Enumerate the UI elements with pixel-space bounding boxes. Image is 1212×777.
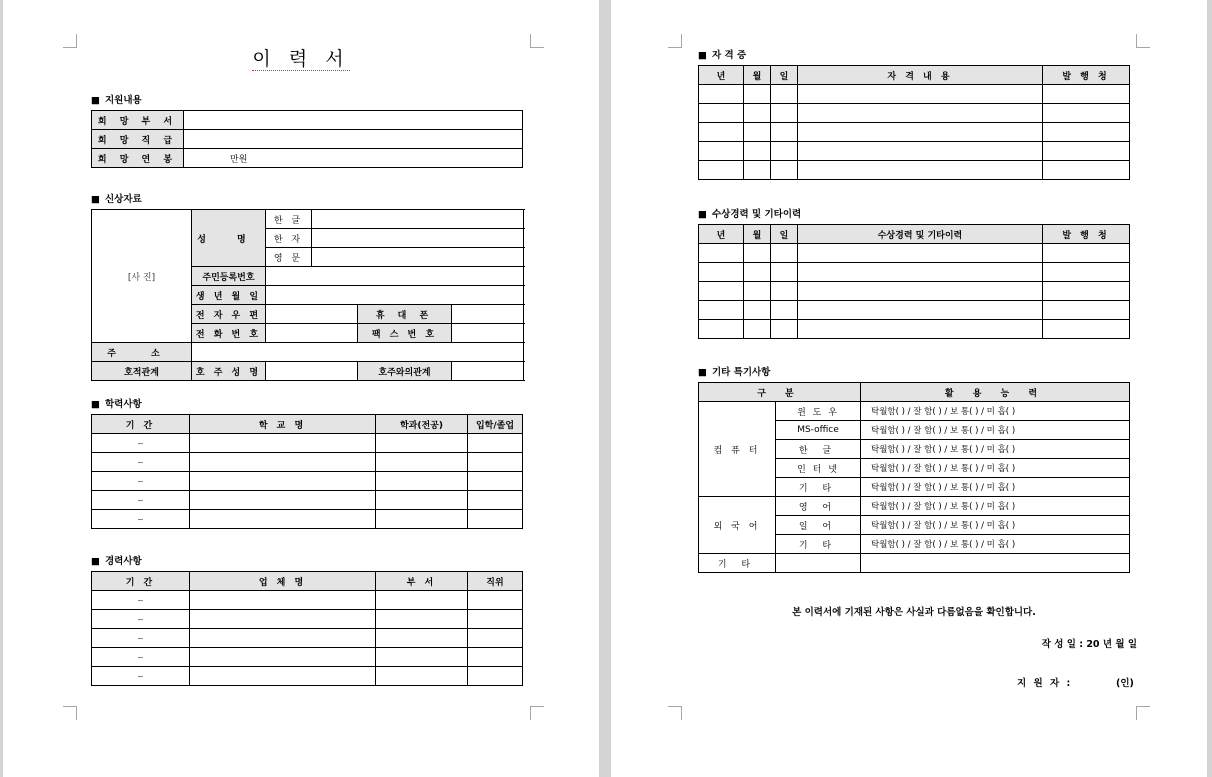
dept-field[interactable]	[184, 111, 523, 130]
edu-cell[interactable]	[190, 434, 376, 453]
head-name-label: 호 주 성 명	[192, 362, 266, 381]
table-row	[699, 402, 1130, 421]
edu-cell[interactable]	[468, 434, 523, 453]
career-period-cell[interactable]: ~	[92, 610, 190, 629]
license-cell[interactable]	[771, 104, 798, 123]
career-cell[interactable]	[468, 667, 523, 686]
career-period-cell[interactable]: ~	[92, 629, 190, 648]
awards-cell[interactable]	[771, 244, 798, 263]
awards-cell[interactable]	[699, 320, 744, 339]
career-header-position: 직위	[468, 572, 523, 591]
career-cell[interactable]	[468, 629, 523, 648]
career-cell[interactable]	[376, 629, 468, 648]
edu-cell[interactable]	[190, 453, 376, 472]
corner-mark	[668, 706, 682, 720]
table-row	[92, 491, 523, 510]
computer-label: 컴 퓨 터	[699, 402, 776, 497]
table-row	[92, 472, 523, 491]
awards-header-year: 년	[699, 225, 744, 244]
language-item: 일 어	[776, 516, 861, 535]
name-label: 성 명	[192, 210, 266, 267]
table-row	[699, 66, 1130, 85]
head-relation-label: 호주와의관계	[358, 362, 452, 381]
family-relation-label: 호적관계	[92, 362, 192, 381]
salary-label: 희 망 연 봉	[92, 149, 184, 168]
license-header-day: 일	[771, 66, 798, 85]
other-item-cell[interactable]	[776, 554, 861, 573]
awards-cell[interactable]	[771, 301, 798, 320]
confirmation-text: 본 이력서에 기재된 사항은 사실과 다름없음을 확인합니다.	[792, 607, 1036, 618]
career-cell[interactable]	[376, 610, 468, 629]
table-row	[699, 282, 1130, 301]
career-cell[interactable]	[376, 648, 468, 667]
edu-cell[interactable]	[376, 510, 468, 529]
license-cell[interactable]	[699, 104, 744, 123]
career-cell[interactable]	[376, 667, 468, 686]
career-cell[interactable]	[468, 610, 523, 629]
language-item: 기 타	[776, 535, 861, 554]
career-cell[interactable]	[190, 648, 376, 667]
computer-item: 윈 도 우	[776, 402, 861, 421]
table-row	[92, 667, 523, 686]
table-row	[699, 225, 1130, 244]
career-header-period: 기 간	[92, 572, 190, 591]
awards-cell[interactable]	[1043, 320, 1130, 339]
ability-scale[interactable]: 탁월함( ) / 잘 함( ) / 보 통( ) / 미 흡( )	[861, 421, 1130, 440]
name-korean-field[interactable]	[312, 210, 524, 229]
career-cell[interactable]	[376, 591, 468, 610]
skills-table	[698, 382, 1130, 573]
awards-cell[interactable]	[1043, 301, 1130, 320]
awards-cell[interactable]	[1043, 263, 1130, 282]
table-row	[699, 161, 1130, 180]
name-korean-label: 한 글	[266, 210, 312, 229]
phone-label: 전 화 번 호	[192, 324, 266, 343]
table-row	[92, 415, 523, 434]
table-row	[699, 142, 1130, 161]
career-period-cell[interactable]: ~	[92, 591, 190, 610]
license-cell[interactable]	[744, 104, 771, 123]
ability-scale[interactable]: 탁월함( ) / 잘 함( ) / 보 통( ) / 미 흡( )	[861, 497, 1130, 516]
table-row	[699, 85, 1130, 104]
name-hanja-field[interactable]	[312, 229, 524, 248]
license-cell[interactable]	[771, 142, 798, 161]
edu-cell[interactable]	[376, 472, 468, 491]
edu-cell[interactable]	[190, 472, 376, 491]
phone-field[interactable]	[266, 324, 358, 343]
table-row	[92, 362, 524, 381]
computer-item: 인 터 넷	[776, 459, 861, 478]
name-english-field[interactable]	[312, 248, 524, 267]
personal-table	[91, 209, 524, 381]
awards-cell[interactable]	[771, 320, 798, 339]
license-cell[interactable]	[699, 161, 744, 180]
corner-mark	[1136, 706, 1150, 720]
corner-mark	[668, 34, 682, 48]
license-header-month: 월	[744, 66, 771, 85]
awards-cell[interactable]	[744, 263, 771, 282]
salary-field[interactable]	[184, 149, 523, 168]
table-row	[92, 610, 523, 629]
applicant-label: 지 원 자 :	[1017, 678, 1073, 689]
address-field[interactable]	[192, 343, 524, 362]
fax-field[interactable]	[452, 324, 524, 343]
table-row	[92, 434, 523, 453]
license-cell[interactable]	[1043, 85, 1130, 104]
edu-header-status: 입학/졸업	[468, 415, 523, 434]
corner-mark	[63, 706, 77, 720]
awards-header-issuer: 발 행 청	[1043, 225, 1130, 244]
resident-no-field[interactable]	[266, 267, 524, 286]
awards-cell[interactable]	[771, 263, 798, 282]
table-row	[699, 320, 1130, 339]
table-row	[699, 263, 1130, 282]
edu-cell[interactable]	[468, 472, 523, 491]
salary-unit: 만원	[230, 154, 248, 165]
skills-header-ability: 활 용 능 력	[861, 383, 1130, 402]
awards-cell[interactable]	[798, 282, 1043, 301]
career-cell[interactable]	[190, 667, 376, 686]
position-label: 희 망 직 급	[92, 130, 184, 149]
license-header-content: 자 격 내 용	[798, 66, 1043, 85]
head-relation-field[interactable]	[452, 362, 524, 381]
table-row	[92, 111, 523, 130]
table-row	[92, 130, 523, 149]
license-header-issuer: 발 행 청	[1043, 66, 1130, 85]
table-row	[92, 648, 523, 667]
license-cell[interactable]	[798, 85, 1043, 104]
table-row	[92, 591, 523, 610]
awards-header-day: 일	[771, 225, 798, 244]
awards-cell[interactable]	[798, 320, 1043, 339]
awards-header-content: 수상경력 및 기타이력	[798, 225, 1043, 244]
name-english-label: 영 문	[266, 248, 312, 267]
ability-scale[interactable]: 탁월함( ) / 잘 함( ) / 보 통( ) / 미 흡( )	[861, 478, 1130, 497]
awards-cell[interactable]	[744, 282, 771, 301]
license-cell[interactable]	[771, 161, 798, 180]
section-license-heading: ■ 자 격 증	[698, 47, 746, 61]
license-cell[interactable]	[798, 123, 1043, 142]
corner-mark	[530, 706, 544, 720]
edu-cell[interactable]	[190, 510, 376, 529]
ability-scale[interactable]: 탁월함( ) / 잘 함( ) / 보 통( ) / 미 흡( )	[861, 459, 1130, 478]
awards-table	[698, 224, 1130, 339]
career-period-cell[interactable]: ~	[92, 667, 190, 686]
other-label: 기 타	[699, 554, 776, 573]
license-table	[698, 65, 1130, 180]
table-row	[699, 301, 1130, 320]
edu-header-school: 학 교 명	[190, 415, 376, 434]
edu-cell[interactable]	[468, 510, 523, 529]
computer-item: 한 글	[776, 440, 861, 459]
license-header-year: 년	[699, 66, 744, 85]
table-row	[699, 104, 1130, 123]
table-row	[699, 123, 1130, 142]
ability-scale[interactable]: 탁월함( ) / 잘 함( ) / 보 통( ) / 미 흡( )	[861, 402, 1130, 421]
license-cell[interactable]	[798, 161, 1043, 180]
other-ability-cell[interactable]	[861, 554, 1130, 573]
career-cell[interactable]	[468, 591, 523, 610]
language-label: 외 국 어	[699, 497, 776, 554]
table-row	[92, 629, 523, 648]
awards-cell[interactable]	[699, 301, 744, 320]
awards-cell[interactable]	[1043, 282, 1130, 301]
license-cell[interactable]	[744, 123, 771, 142]
document-title	[3, 44, 599, 71]
section-application-heading: ■ 지원내용	[91, 92, 142, 106]
awards-cell[interactable]	[699, 244, 744, 263]
awards-cell[interactable]	[744, 244, 771, 263]
edu-cell[interactable]	[190, 491, 376, 510]
career-header-dept: 부 서	[376, 572, 468, 591]
license-cell[interactable]	[798, 104, 1043, 123]
awards-cell[interactable]	[699, 282, 744, 301]
section-awards-heading: ■ 수상경력 및 기타이력	[698, 206, 801, 220]
license-cell[interactable]	[699, 142, 744, 161]
section-career-heading: ■ 경력사항	[91, 553, 142, 567]
license-cell[interactable]	[771, 123, 798, 142]
section-skills-heading: ■ 기타 특기사항	[698, 364, 770, 378]
table-row	[92, 453, 523, 472]
computer-item: MS-office	[776, 421, 861, 440]
edu-cell[interactable]	[468, 491, 523, 510]
ability-scale[interactable]: 탁월함( ) / 잘 함( ) / 보 통( ) / 미 흡( )	[861, 516, 1130, 535]
position-field[interactable]	[184, 130, 523, 149]
career-cell[interactable]	[190, 629, 376, 648]
edu-period-cell[interactable]: ~	[92, 434, 190, 453]
mobile-label: 휴 대 폰	[358, 305, 452, 324]
awards-cell[interactable]	[744, 301, 771, 320]
head-name-field[interactable]	[266, 362, 358, 381]
awards-cell[interactable]	[1043, 244, 1130, 263]
fax-label: 팩 스 번 호	[358, 324, 452, 343]
edu-header-major: 학과(전공)	[376, 415, 468, 434]
career-cell[interactable]	[190, 591, 376, 610]
seal-mark: (인)	[1116, 678, 1134, 689]
date-line: 작 성 일 : 20 년 월 일	[1041, 639, 1137, 650]
page-right	[611, 0, 1207, 777]
resident-no-label: 주민등록번호	[192, 267, 266, 286]
document-title-text: 이 력 서	[252, 48, 350, 70]
email-field[interactable]	[266, 305, 358, 324]
license-cell[interactable]	[744, 142, 771, 161]
birth-date-label: 생 년 월 일	[192, 286, 266, 305]
table-row	[92, 343, 524, 362]
career-table	[91, 571, 523, 686]
edu-cell[interactable]	[376, 434, 468, 453]
dept-label: 희 망 부 서	[92, 111, 184, 130]
skills-header-category: 구 분	[699, 383, 861, 402]
ability-scale[interactable]: 탁월함( ) / 잘 함( ) / 보 통( ) / 미 흡( )	[861, 440, 1130, 459]
awards-cell[interactable]	[798, 244, 1043, 263]
edu-period-cell[interactable]: ~	[92, 510, 190, 529]
birth-date-field[interactable]	[266, 286, 524, 305]
awards-cell[interactable]	[798, 301, 1043, 320]
edu-cell[interactable]	[468, 453, 523, 472]
section-personal-heading: ■ 신상자료	[91, 191, 142, 205]
edu-header-period: 기 간	[92, 415, 190, 434]
table-row	[92, 210, 524, 229]
edu-period-cell[interactable]: ~	[92, 453, 190, 472]
awards-cell[interactable]	[744, 320, 771, 339]
edu-period-cell[interactable]: ~	[92, 491, 190, 510]
license-cell[interactable]	[771, 85, 798, 104]
awards-cell[interactable]	[798, 263, 1043, 282]
education-table	[91, 414, 523, 529]
awards-cell[interactable]	[699, 263, 744, 282]
table-row	[699, 244, 1130, 263]
license-cell[interactable]	[1043, 123, 1130, 142]
mobile-field[interactable]	[452, 305, 524, 324]
career-header-company: 업 체 명	[190, 572, 376, 591]
career-cell[interactable]	[468, 648, 523, 667]
license-cell[interactable]	[699, 123, 744, 142]
awards-cell[interactable]	[771, 282, 798, 301]
section-education-heading: ■ 학력사항	[91, 396, 142, 410]
table-row	[92, 572, 523, 591]
edu-period-cell[interactable]: ~	[92, 472, 190, 491]
corner-mark	[1136, 34, 1150, 48]
awards-header-month: 월	[744, 225, 771, 244]
license-cell[interactable]	[1043, 104, 1130, 123]
email-label: 전 자 우 편	[192, 305, 266, 324]
table-row	[699, 383, 1130, 402]
table-row	[699, 497, 1130, 516]
name-hanja-label: 한 자	[266, 229, 312, 248]
photo-area[interactable]: [사 진]	[92, 210, 192, 343]
career-period-cell[interactable]: ~	[92, 648, 190, 667]
license-cell[interactable]	[1043, 142, 1130, 161]
language-item: 영 어	[776, 497, 861, 516]
license-cell[interactable]	[744, 85, 771, 104]
career-cell[interactable]	[190, 610, 376, 629]
license-cell[interactable]	[744, 161, 771, 180]
application-table	[91, 110, 523, 168]
edu-cell[interactable]	[376, 453, 468, 472]
license-cell[interactable]	[1043, 161, 1130, 180]
page-left	[3, 0, 599, 777]
table-row	[699, 554, 1130, 573]
ability-scale[interactable]: 탁월함( ) / 잘 함( ) / 보 통( ) / 미 흡( )	[861, 535, 1130, 554]
computer-item: 기 타	[776, 478, 861, 497]
table-row	[92, 149, 523, 168]
table-row	[92, 510, 523, 529]
license-cell[interactable]	[798, 142, 1043, 161]
edu-cell[interactable]	[376, 491, 468, 510]
address-label: 주 소	[92, 343, 192, 362]
license-cell[interactable]	[699, 85, 744, 104]
